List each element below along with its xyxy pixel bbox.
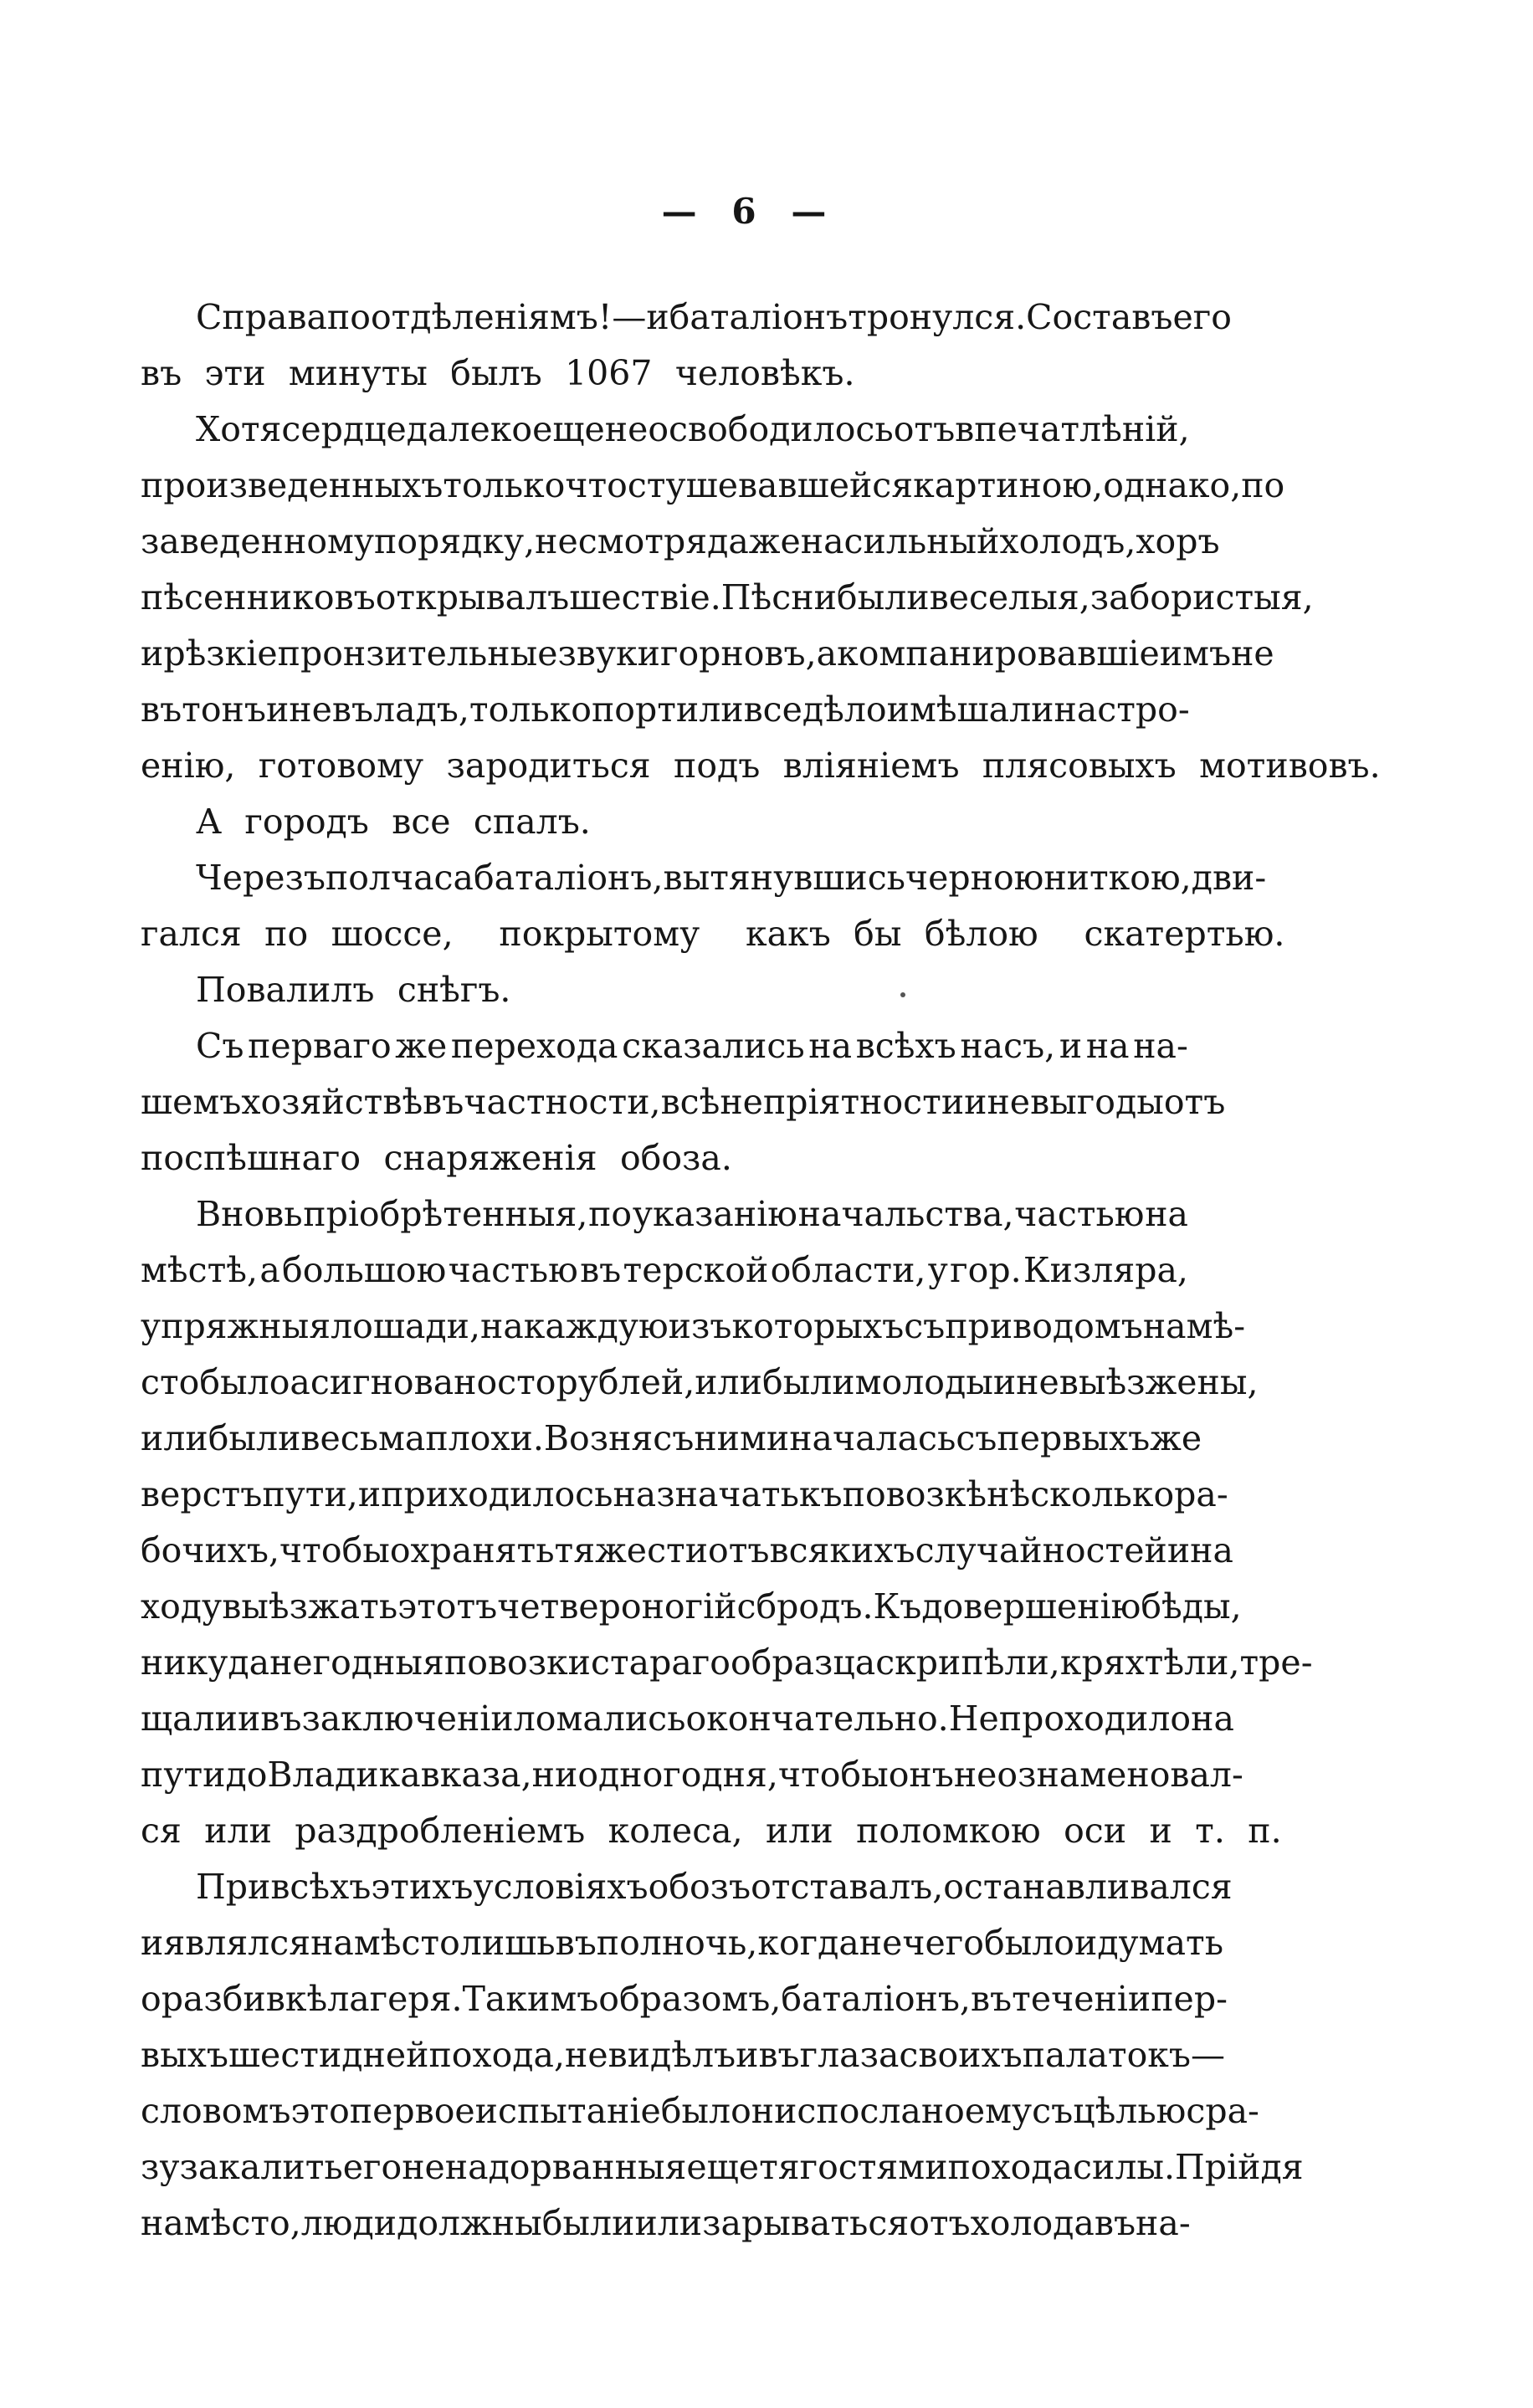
text-line: заведенному порядку, несмотря даже на сильный холодъ, хоръ [141, 521, 1220, 561]
text-line: Повалилъ снѣгъ. [196, 970, 511, 1010]
text-line: о разбивкѣ лагеря. Такимъ образомъ, баталіонъ, въ теченіи пер- [141, 1979, 1228, 2019]
text-line: и являлся на мѣсто лишь въ полночь, когда нечего было и думать [141, 1923, 1224, 1963]
text-line: верстъ пути, и приходилось назначать къ повозкѣ нѣсколько ра- [141, 1474, 1228, 1514]
text-line: поспѣшнаго снаряженія обоза. [141, 1138, 732, 1178]
text-line: Вновь пріобрѣтенныя, по указанію начальства, частью на [196, 1194, 1188, 1234]
text-line: пѣсенниковъ открывалъ шествіе. Пѣсни были веселыя, забористыя, [141, 577, 1314, 617]
text-line: и рѣзкіе пронзительные звуки горновъ, акомпанировавшіе имъ не [141, 633, 1274, 674]
scan-speck [900, 992, 905, 997]
text-line: пути до Владикавказа, ни одного дня, чтобы онъ не ознаменовал- [141, 1755, 1243, 1795]
text-line: сто было асигновано сто рублей, или были молоды и невыѣзжены, [141, 1362, 1259, 1402]
text-line: При всѣхъ этихъ условіяхъ обозъ отставалъ, останавливался [196, 1867, 1233, 1907]
text-line: никуда негодныя повозки стараго образца скрипѣли, кряхтѣли, тре- [141, 1642, 1313, 1683]
text-line: ходу выѣзжать этотъ четвероногій сбродъ. Къ довершенію бѣды, [141, 1586, 1242, 1627]
text-block [141, 289, 1381, 2252]
text-line: зу закалить его ненадорванныя еще тягостями похода силы. Прійдя [141, 2147, 1304, 2187]
text-line: Хотя сердце далеко еще не освободилось отъ впечатлѣній, [196, 409, 1190, 449]
text-line: ся или раздробленіемъ колеса, или поломкою оси и т. п. [141, 1811, 1282, 1851]
text-line: А городъ все спалъ. [196, 802, 591, 842]
text-line: шемъ хозяйствѣ въ частности, всѣ непріятности и невыгоды отъ [141, 1082, 1226, 1122]
text-line: Справа по отдѣленіямъ!—и баталіонъ тронулся. Составъ его [196, 297, 1232, 337]
text-line: щали и въ заключеніи ломались окончательно. Не проходило на [141, 1698, 1234, 1739]
text-line: произведенныхъ только что стушевавшейся картиною, однако, по [141, 465, 1285, 505]
page-number: — 6 — [661, 191, 828, 232]
text-line: бочихъ, чтобы охранять тяжести отъ всякихъ случайностей и на [141, 1530, 1233, 1570]
text-line: на мѣсто, люди должны были или зарываться отъ холода въ на- [141, 2203, 1191, 2243]
text-line: гался по шоссе, покрытому какъ бы бѣлою скатертью. [141, 914, 1285, 954]
text-line: въ тонъ и не въ ладъ, только портили все дѣло и мѣшали настро- [141, 689, 1190, 730]
text-line: въ эти минуты былъ 1067 человѣкъ. [141, 353, 855, 393]
text-line: выхъ шести дней похода, не видѣлъ и въ глаза своихъ палатокъ— [141, 2035, 1226, 2075]
text-line: Черезъ полчаса баталіонъ, вытянувшись черною ниткою, дви- [196, 858, 1267, 898]
text-line: упряжныя лошади, на каждую изъ которыхъ съ приводомъ на мѣ- [141, 1306, 1246, 1346]
text-line: или были весьма плохи. Возня съ ними началась съ первыхъ же [141, 1418, 1202, 1458]
text-line: словомъ это первое испытаніе было ниспослано ему съ цѣлью сра- [141, 2091, 1259, 2131]
text-line: Съ перваго же перехода сказались на всѣхъ насъ, и на на- [196, 1026, 1188, 1066]
text-line: енію, готовому зародиться подъ вліяніемъ плясовыхъ мотивовъ. [141, 745, 1381, 786]
text-line: мѣстѣ, а большою частью въ терской области, у гор. Кизляра, [141, 1250, 1188, 1290]
